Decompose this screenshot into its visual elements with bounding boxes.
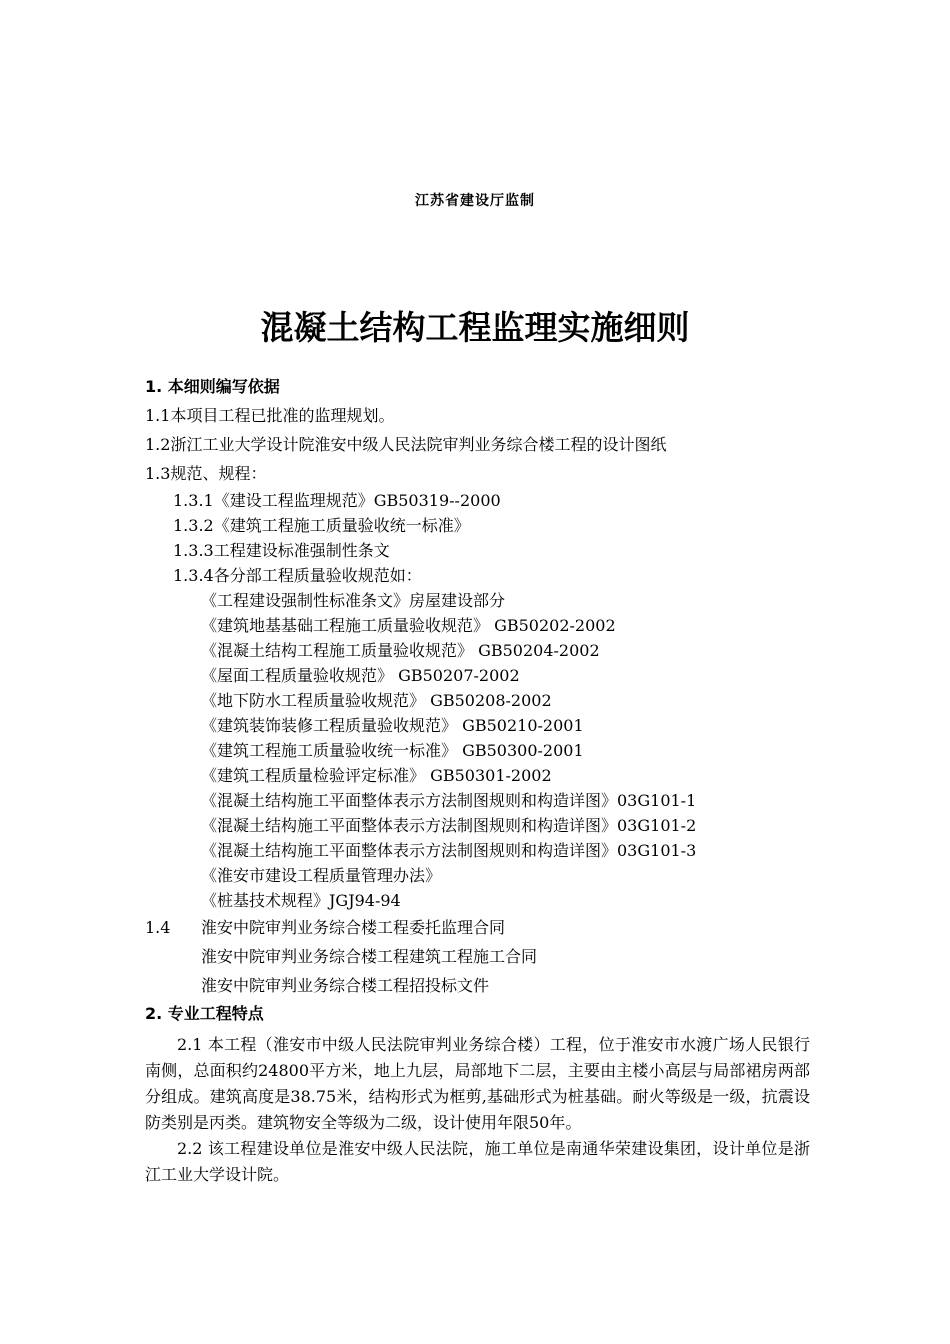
standard-item: 《地下防水工程质量验收规范》 GB50208-2002 [201, 691, 552, 710]
section-1-heading: 1. 本细则编写依据 [145, 377, 280, 396]
item-1-4-line: 淮安中院审判业务综合楼工程委托监理合同 [201, 918, 506, 937]
standard-item: 《混凝土结构施工平面整体表示方法制图规则和构造详图》03G101-3 [201, 841, 697, 860]
item-1-4 [145, 913, 810, 942]
document-title: 混凝土结构工程监理实施细则 [260, 308, 690, 347]
standard-item: 《屋面工程质量验收规范》 GB50207-2002 [201, 666, 520, 685]
standard-item: 《混凝土结构施工平面整体表示方法制图规则和构造详图》03G101-2 [201, 816, 697, 835]
item-1-3-3: 1.3.3工程建设标准强制性条文 [173, 541, 390, 560]
standard-item: 《建筑工程质量检验评定标准》 GB50301-2002 [201, 766, 552, 785]
item-1-4-number: 1.4 [145, 918, 171, 937]
item-1-3-2: 1.3.2《建筑工程施工质量验收统一标准》 [173, 516, 470, 535]
item-1-4-line: 淮安中院审判业务综合楼工程建筑工程施工合同 [201, 947, 538, 966]
standard-item: 《建筑地基基础工程施工质量验收规范》 GB50202-2002 [201, 616, 616, 635]
standard-item: 《建筑装饰装修工程质量验收规范》 GB50210-2001 [201, 716, 584, 735]
standard-item: 《建筑工程施工质量验收统一标准》 GB50300-2001 [201, 741, 584, 760]
item-1-2: 1.2浙江工业大学设计院淮安中级人民法院审判业务综合楼工程的设计图纸 [145, 435, 667, 454]
standard-item: 《混凝土结构工程施工质量验收规范》 GB50204-2002 [201, 641, 600, 660]
item-1-3: 1.3规范、规程： [145, 464, 267, 483]
item-1-3-1: 1.3.1《建设工程监理规范》GB50319--2000 [173, 491, 501, 510]
section-2-heading: 2. 专业工程特点 [145, 1004, 264, 1023]
item-1-3-4: 1.3.4各分部工程质量验收规范如： [173, 566, 422, 585]
document-body [145, 373, 810, 1188]
paragraph-2-2: 2.2 该工程建设单位是淮安中级人民法院，施工单位是南通华荣建设集团，设计单位是浙江工业大学设计院。 [145, 1139, 810, 1184]
paragraph-2-1: 2.1 本工程（淮安市中级人民法院审判业务综合楼）工程，位于淮安市水渡广场人民银行南侧，总面积约24800平方米，地上九层，局部地下二层，主要由主楼小高层与局部裙房两部分组成。建筑高度是38.75米，结构形式为框剪,基础形式为桩基础。耐火等级是一级，抗震设防类别是丙类。建筑物安全等级为二级，设计使用年限50年。 [145, 1035, 810, 1132]
standard-item: 《混凝土结构施工平面整体表示方法制图规则和构造详图》03G101-1 [201, 791, 697, 810]
standard-item: 《淮安市建设工程质量管理办法》 [201, 866, 442, 885]
item-1-4-line: 淮安中院审判业务综合楼工程招投标文件 [201, 976, 490, 995]
standard-item: 《工程建设强制性标准条文》房屋建设部分 [201, 591, 506, 610]
standard-item: 《桩基技术规程》JGJ94-94 [201, 891, 401, 910]
header-text: 江苏省建设厅监制 [415, 193, 535, 209]
item-1-1: 1.1本项目工程已批准的监理规划。 [145, 406, 395, 425]
